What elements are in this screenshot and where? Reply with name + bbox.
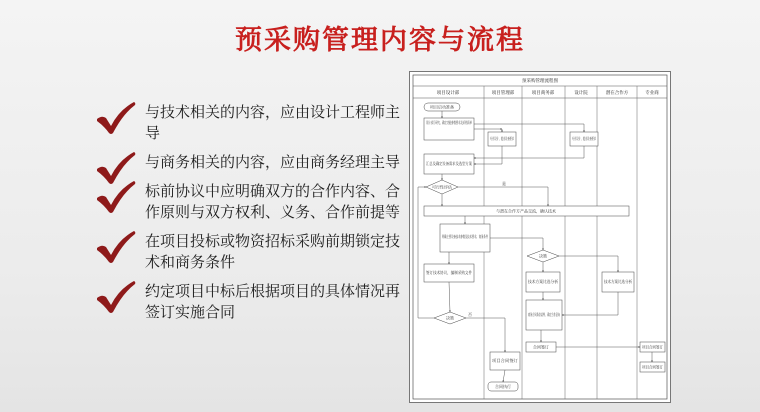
lane-header: 项目商务部 [531,91,555,96]
bullet-list [95,102,400,331]
checkmark-icon [95,100,137,136]
flow-node: 项目合同签订 [642,364,666,370]
flow-node: 项目启动准备 [430,104,454,110]
flow-node: 汇总及确定设备需求及选型方案 [426,161,482,166]
bullet-item [95,281,400,323]
flowchart-title: 预采购管理流程图 [522,79,558,84]
flow-node: 设计部门研究，确定功能参数要求及采购清单 [426,120,506,125]
flow-node: 合同签订 [533,344,549,350]
checkmark-icon [95,229,137,265]
flowchart-image [409,71,671,403]
bullet-text: 与商务相关的内容，应由商务经理主导 [145,153,401,171]
bullet-item [95,181,400,223]
flow-node: 项目合同签订 [492,358,516,363]
checkmark-icon [95,179,137,215]
lane-header: 专业商 [645,91,659,96]
flow-node: 技术方案比选分析 [604,279,636,284]
flow-node: 商务合同条款谈判，确定合作意向 [528,312,588,317]
flow-node: 项目合同签订 [642,344,666,350]
lane-header: 项目设计部 [436,91,460,96]
flow-node: 技术方案比选分析 [528,279,560,284]
flowchart-diagram [410,72,670,402]
flow-node: 明确主要设备技术参数及技术要求，商务条件 [442,234,522,239]
bullet-text: 与技术相关的内容，应由设计工程师主导 [145,103,401,142]
flow-node: 专业设计，提出设备要求 [490,136,534,141]
flow-decision: 决策 [446,315,454,321]
lane-header: 潜在合作方 [605,91,629,96]
bullet-text: 标前协议中应明确双方的合作内容、合作原则与双方权利、义务、合作前提等 [145,182,401,221]
lane-header: 设计院 [574,91,588,96]
bullet-item [95,152,400,173]
bullet-item [95,102,400,144]
flow-decision: 可行性评估 [432,184,452,190]
flow-node: 专业设计，提出设备要求 [572,136,616,141]
bullet-item [95,231,400,273]
flow-label-no: 否 [468,312,472,317]
lane-header: 项目管理部 [491,91,515,96]
flow-label-yes: 是 [502,181,506,186]
flow-node: 签订技术协议，编制采购文件 [426,270,478,275]
flow-node: 与潜在合作方产品交流，确认技术 [496,208,556,214]
bullet-text: 约定项目中标后根据项目的具体情况再签订实施合同 [145,282,401,321]
slide-title: 预采购管理内容与流程 [235,25,525,56]
bullet-text: 在项目投标或物资招标采购前期锁定技术和商务条件 [145,232,401,271]
flow-node: 合同执行 [495,384,511,389]
flow-decision: 决策 [539,253,547,259]
checkmark-icon [95,279,137,315]
